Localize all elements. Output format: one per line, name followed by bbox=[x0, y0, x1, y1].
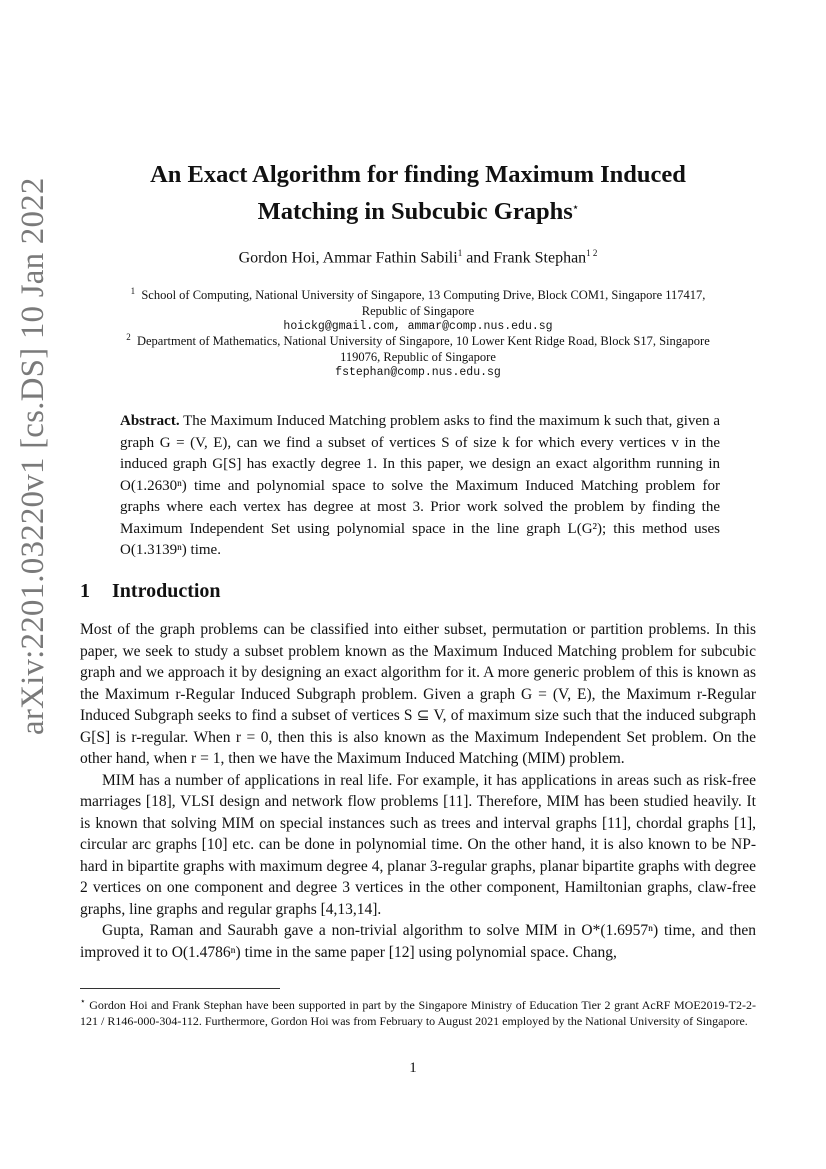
affiliation-1-line2: Republic of Singapore bbox=[361, 304, 475, 319]
abstract bbox=[120, 411, 720, 562]
affiliation-1-email[interactable]: hoickg@gmail.com, ammar@comp.nus.edu.sg bbox=[283, 320, 553, 334]
paper-title bbox=[60, 158, 776, 228]
title-footnote-mark: ⋆ bbox=[572, 202, 579, 212]
affiliation-1-text: School of Computing, National University of Singapore, 13 Computing Drive, Block COM1, Singapore 117417, bbox=[141, 288, 706, 303]
author-affil-sup-2: 1 2 bbox=[586, 248, 598, 258]
author-names-2: and Frank Stephan bbox=[462, 249, 587, 267]
page-number: 1 bbox=[409, 1060, 417, 1076]
author-affil-sup-1: 1 bbox=[457, 248, 463, 258]
title-line-1: An Exact Algorithm for finding Maximum Induced bbox=[150, 161, 686, 188]
arxiv-stamp: arXiv:2201.03220v1 [cs.DS] 10 Jan 2022 bbox=[15, 177, 51, 735]
abstract-label: Abstract. bbox=[120, 413, 180, 429]
footnote-rule bbox=[80, 988, 280, 989]
affiliation-2 bbox=[90, 329, 746, 381]
affiliation-1-num: 1 bbox=[130, 286, 136, 296]
author-names-1: Gordon Hoi, Ammar Fathin Sabili bbox=[238, 249, 458, 267]
footnote-text: Gordon Hoi and Frank Stephan have been supported in part by the Singapore Ministry of Education Tier 2 grant AcRF MOE2019-T2-2-121 / R146-000-304-112. Furthermore, Gordon Hoi was from February to August 2021 employed by the National University of Singapore. bbox=[80, 998, 756, 1028]
body-text bbox=[80, 619, 756, 963]
section-number: 1 bbox=[80, 580, 90, 602]
affiliation-2-line2: 119076, Republic of Singapore bbox=[340, 350, 496, 365]
title-line-2-text: Matching in Subcubic Graphs bbox=[257, 198, 573, 226]
title-line-2 bbox=[60, 191, 776, 228]
section-title: Introduction bbox=[112, 580, 221, 602]
affiliation-2-num: 2 bbox=[126, 332, 131, 342]
footnote bbox=[80, 993, 756, 1029]
abstract-text: The Maximum Induced Matching problem asks to find the maximum k such that, given a graph G = (V, E), can we find a subset of vertices S of size k for which every vertices v in the induced graph G[S] has exactly degree 1. In this paper, we design an exact algorithm running in O(1.2630ⁿ) time and polynomial space to solve the Maximum Induced Matching problem for graphs where each vertex has degree at most 3. Prior work solved the problem by finding the Maximum Independent Set using polynomial space in the line graph L(G²); this method uses O(1.3139ⁿ) time. bbox=[120, 413, 721, 558]
paragraph-1: Most of the graph problems can be classified into either subset, permutation or partition problems. In this paper, we seek to study a subset problem known as the Maximum Induced Matching problem for subcubic graph and we approach it by designing an exact algorithm for it. A more generic problem of this is known as the Maximum r-Regular Induced Subgraph problem. Given a graph G = (V, E), the Maximum r-Regular Induced Subgraph seeks to find a subset of vertices S ⊆ V, of maximum size such that the induced subgraph G[S] is r-regular. When r = 0, then this is also known as the Maximum Independent Set problem. On the other hand, when r = 1, then we have the Maximum Induced Matching (MIM) problem. bbox=[80, 621, 756, 767]
paragraph-2: MIM has a number of applications in real life. For example, it has applications in areas such as risk-free marriages [18], VLSI design and network flow problems [11]. Therefore, MIM has been studied heavily. It is known that solving MIM on special instances such as trees and interval graphs [11], chordal graphs [1], circular arc graphs [10] etc. can be done in polynomial time. On the other hand, it is also known to be NP-hard in bipartite graphs with maximum degree 4, planar 3-regular graphs, planar bipartite graphs with degree 2 vertices on one component and degree 3 vertices in the other component, Hamiltonian graphs, claw-free graphs, line graphs and regular graphs [4,13,14]. bbox=[80, 771, 756, 918]
affiliation-2-email[interactable]: fstephan@comp.nus.edu.sg bbox=[335, 366, 501, 380]
affiliation-1 bbox=[90, 283, 746, 335]
affiliation-2-text: Department of Mathematics, National University of Singapore, 10 Lower Kent Ridge Road, Block S17, Singapore bbox=[136, 334, 710, 349]
footnote-mark: ⋆ bbox=[80, 996, 86, 1006]
section-heading bbox=[80, 580, 221, 603]
paragraph-3: Gupta, Raman and Saurabh gave a non-trivial algorithm to solve MIM in O*(1.6957ⁿ) time, and then improved it to O(1.4786ⁿ) time in the same paper [12] using polynomial space. Chang, bbox=[80, 922, 756, 961]
author-list bbox=[60, 248, 776, 267]
